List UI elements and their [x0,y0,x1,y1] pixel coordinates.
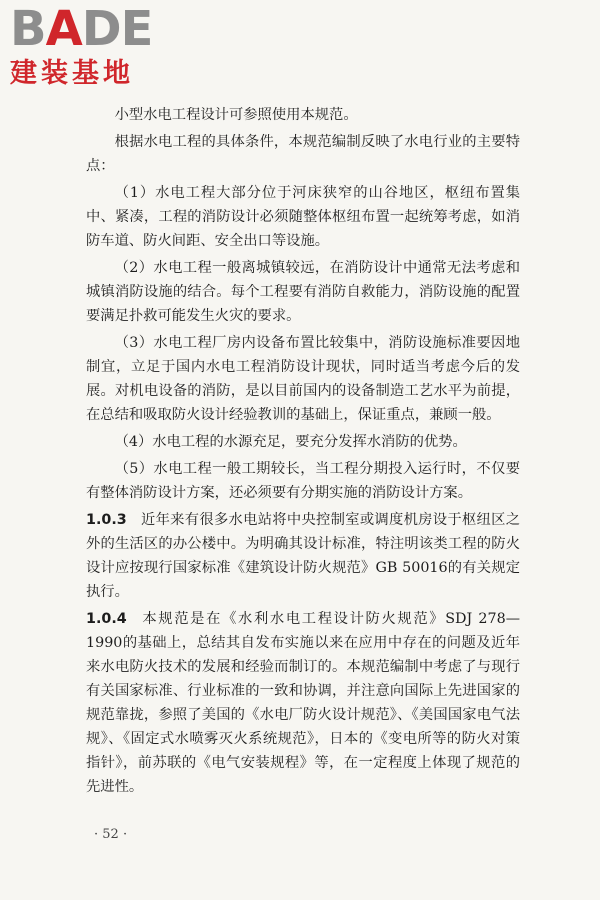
logo-subtitle: 建装基地 [10,58,134,89]
logo-wordmark: BADE [10,1,153,57]
paragraph: 根据水电工程的具体条件，本规范编制反映了水电行业的主要特点： [86,134,520,174]
paragraph: （5）水电工程一般工期较长，当工程分期投入运行时，不仅要有整体消防设计方案，还必须要有分期实施的消防设计方案。 [86,461,520,501]
paragraph: 小型水电工程设计可参照使用本规范。 [114,107,358,123]
section-1-0-3 [86,508,520,604]
section-text: 近年来有很多水电站将中央控制室或调度机房设于枢纽区之外的生活区的办公楼中。为明确其设计标准，特注明该类工程的防火设计应按现行国家标准《建筑设计防火规范》GB 50016的有关规定执行。 [86,512,520,600]
section-1-0-4 [86,607,520,799]
section-number: 1.0.4 [86,611,127,627]
bade-logo [10,1,180,90]
document-body [86,100,520,799]
paragraph: （2）水电工程一般离城镇较远，在消防设计中通常无法考虑和城镇消防设施的结合。每个工程要有消防自救能力，消防设施的配置要满足扑救可能发生火灾的要求。 [86,260,520,324]
section-text: 本规范是在《水利水电工程设计防火规范》SDJ 278—1990的基础上，总结其自发布实施以来在应用中存在的问题及近年来水电防火技术的发展和经验而制订的。本规范编制中考虑了与现行有关国家标准、行业标准的一致和协调，并注意向国际上先进国家的规范靠拢，参照了美国的《水电厂防火设计规范》、《美国国家电气法规》、《固定式水喷雾灭火系统规范》，日本的《变电所等的防火对策指针》，前苏联的《电气安装规程》等，在一定程度上体现了规范的先进性。 [86,611,520,795]
page-number: · 52 · [94,827,128,842]
paragraph: （4）水电工程的水源充足，要充分发挥水消防的优势。 [114,434,467,450]
section-number: 1.0.3 [86,512,127,528]
paragraph: （1）水电工程大部分位于河床狭窄的山谷地区，枢纽布置集中、紧凑，工程的消防设计必须随整体枢纽布置一起统筹考虑，如消防车道、防火间距、安全出口等设施。 [86,185,520,249]
paragraph: （3）水电工程厂房内设备布置比较集中，消防设施标准要因地制宜，立足于国内水电工程消防设计现状，同时适当考虑今后的发展。对机电设备的消防，是以目前国内的设备制造工艺水平为前提，在总结和吸取防火设计经验教训的基础上，保证重点，兼顾一般。 [86,335,520,423]
